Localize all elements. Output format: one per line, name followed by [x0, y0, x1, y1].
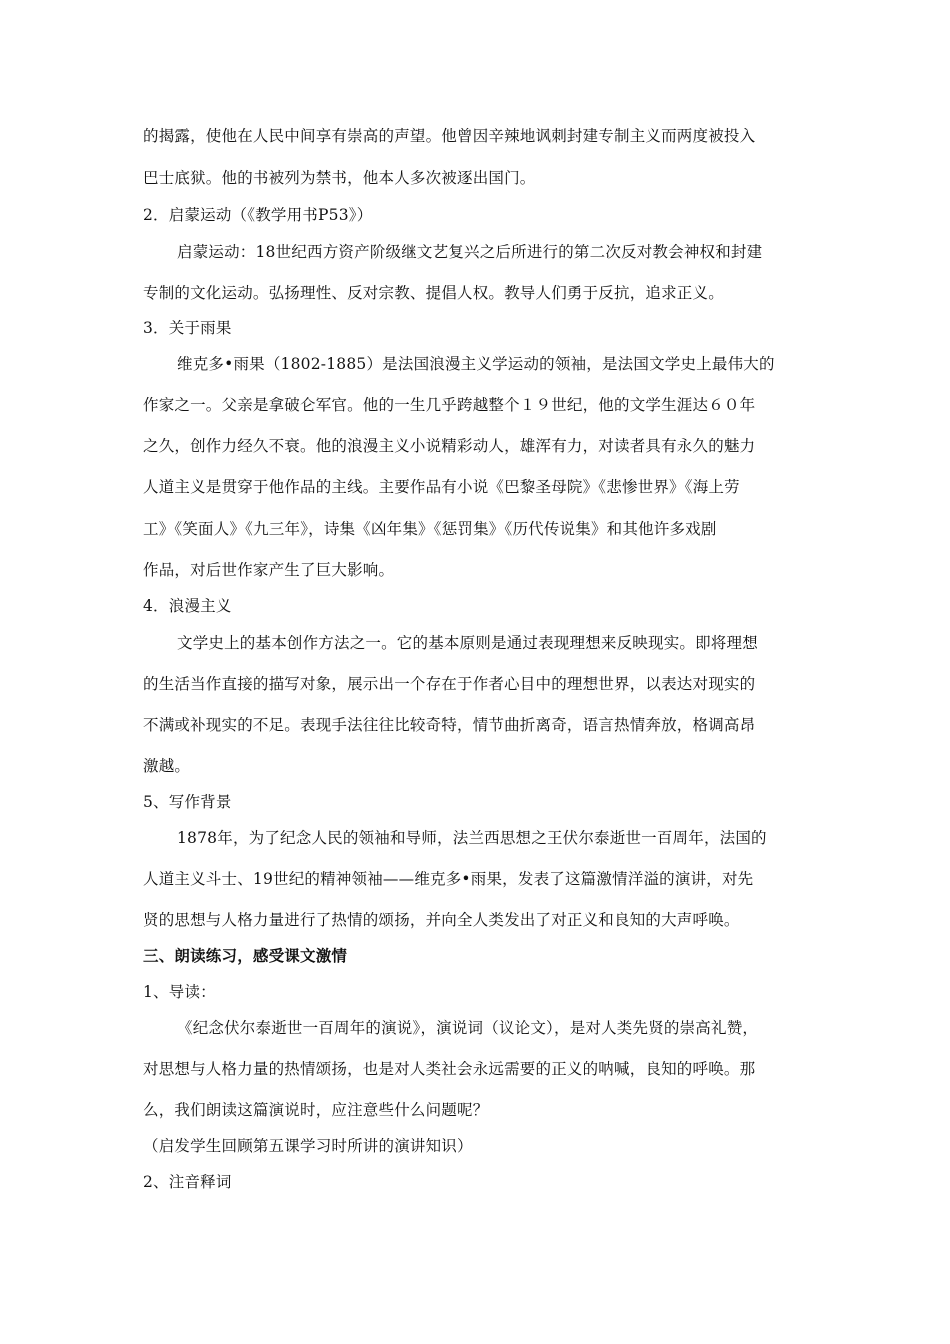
text-line: 专制的文化运动。弘扬理性、反对宗教、提倡人权。教导人们勇于反抗，追求正义。 — [143, 284, 724, 302]
text-line: （启发学生回顾第五课学习时所讲的演讲知识） — [143, 1137, 473, 1155]
chapter-heading: 三、朗读练习，感受课文激情 — [143, 947, 348, 965]
text-line: 作品，对后世作家产生了巨大影响。 — [143, 561, 395, 579]
text-line: 不满或补现实的不足。表现手法往往比较奇特，情节曲折离奇，语言热情奔放，格调高昂 — [143, 716, 756, 734]
section-heading: 2、注音释词 — [143, 1173, 232, 1191]
text-line: 之久，创作力经久不衰。他的浪漫主义小说精彩动人，雄浑有力，对读者具有永久的魅力 — [143, 437, 756, 455]
text-line: 1878年，为了纪念人民的领袖和导师，法兰西思想之王伏尔泰逝世一百周年，法国的 — [177, 829, 767, 847]
text-line: 的揭露，使他在人民中间享有崇高的声望。他曾因辛辣地讽刺封建专制主义而两度被投入 — [143, 127, 756, 145]
text-line: 文学史上的基本创作方法之一。它的基本原则是通过表现理想来反映现实。即将理想 — [177, 634, 758, 652]
text-line: 贤的思想与人格力量进行了热情的颂扬，并向全人类发出了对正义和良知的大声呼唤。 — [143, 911, 740, 929]
text-line: 巴士底狱。他的书被列为禁书，他本人多次被逐出国门。 — [143, 169, 536, 187]
text-line: 工》《笑面人》《九三年》，诗集《凶年集》《惩罚集》《历代传说集》和其他许多戏剧 — [143, 520, 717, 538]
text-line: 人道主义是贯穿于他作品的主线。主要作品有小说《巴黎圣母院》《悲惨世界》《海上劳 — [143, 478, 740, 496]
text-line: 对思想与人格力量的热情颂扬，也是对人类社会永远需要的正义的呐喊，良知的呼唤。那 — [143, 1060, 756, 1078]
text-line: 么，我们朗读这篇演说时，应注意些什么问题呢？ — [143, 1101, 489, 1119]
text-line: 的生活当作直接的描写对象，展示出一个存在于作者心目中的理想世界，以表达对现实的 — [143, 675, 756, 693]
text-line: 激越。 — [143, 757, 191, 775]
section-heading: 1、导读： — [143, 983, 216, 1001]
text-line: 维克多•雨果（1802-1885）是法国浪漫主义学运动的领袖，是法国文学史上最伟大的 — [177, 355, 775, 373]
text-line: 《纪念伏尔泰逝世一百周年的演说》，演说词（议论文），是对人类先贤的崇高礼赞， — [177, 1019, 759, 1037]
text-line: 启蒙运动：18世纪西方资产阶级继文艺复兴之后所进行的第二次反对教会神权和封建 — [177, 243, 763, 261]
text-line: 作家之一。父亲是拿破仑军官。他的一生几乎跨越整个１９世纪，他的文学生涯达６０年 — [143, 396, 756, 414]
section-heading: 3．关于雨果 — [143, 319, 232, 337]
section-heading: 5、写作背景 — [143, 793, 232, 811]
section-heading: 4．浪漫主义 — [143, 597, 232, 615]
text-line: 人道主义斗士、19世纪的精神领袖——维克多•雨果，发表了这篇激情洋溢的演讲，对先 — [143, 870, 754, 888]
section-heading: 2．启蒙运动（《教学用书P53》） — [143, 206, 373, 224]
